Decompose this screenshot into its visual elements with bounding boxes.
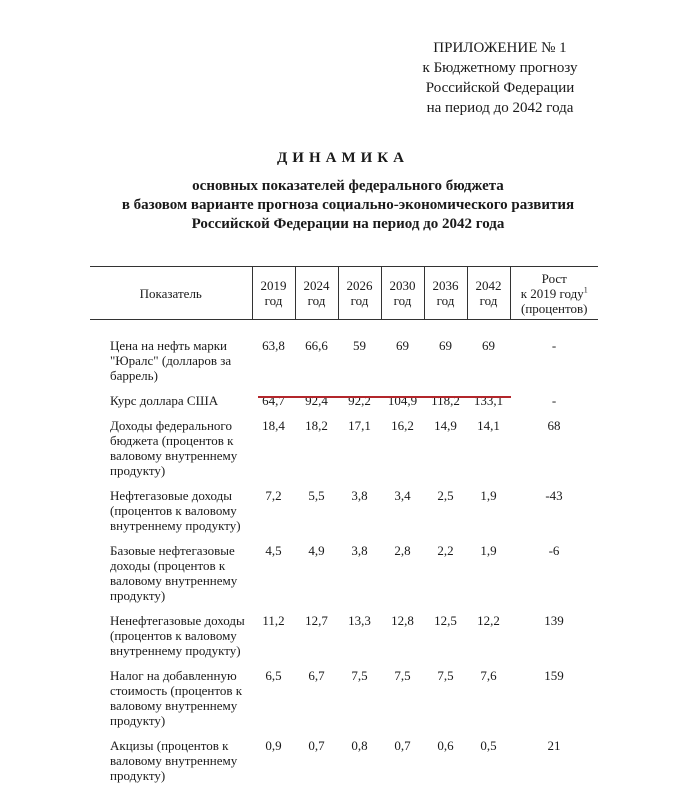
- subtitle-line-3: Российской Федерации на период до 2042 года: [191, 216, 505, 232]
- row-value: 3,8: [351, 488, 368, 503]
- row-value: 2,2: [437, 543, 454, 558]
- row-value: 104,9: [387, 393, 418, 408]
- row-value: 118,2: [431, 393, 460, 408]
- row-value: 0,9: [265, 738, 282, 753]
- table-row: [90, 738, 598, 793]
- header-year-value: 2042: [475, 278, 502, 293]
- header-year-word: год: [479, 293, 498, 308]
- row-value: 1,9: [480, 543, 497, 558]
- row-value: 2,5: [437, 488, 454, 503]
- subtitle-line-2: в базовом варианте прогноза социально-экономического развития: [121, 197, 575, 213]
- header-growth-line-1: Рост: [541, 270, 567, 286]
- row-value: 0,5: [480, 738, 497, 753]
- header-year: [338, 267, 381, 320]
- table-body: [90, 320, 598, 794]
- table-row: [90, 543, 598, 613]
- table-row: [90, 320, 598, 394]
- row-value: 66,6: [305, 338, 328, 353]
- header-year: [295, 267, 338, 320]
- row-value: 3,8: [351, 543, 368, 558]
- row-value: 3,4: [394, 488, 411, 503]
- header-year-value: 2036: [432, 278, 459, 293]
- row-value: 63,8: [262, 338, 285, 353]
- row-value: 5,5: [308, 488, 325, 503]
- header-year: [381, 267, 424, 320]
- row-indicator-name: Нефтегазовые доходы (процентов к валовому внутреннему продукту): [110, 488, 241, 533]
- header-indicator: Показатель: [90, 267, 252, 320]
- appendix-line-1: ПРИЛОЖЕНИЕ № 1: [433, 40, 567, 56]
- header-year-word: год: [436, 293, 455, 308]
- row-indicator-name: Акцизы (процентов к валовому внутреннему продукту): [110, 738, 238, 783]
- row-value: 6,7: [308, 668, 325, 683]
- row-value: 12,2: [477, 613, 500, 628]
- header-year: [467, 267, 510, 320]
- row-value: 7,2: [265, 488, 282, 503]
- row-value: 4,5: [265, 543, 282, 558]
- header-year-word: год: [350, 293, 369, 308]
- header-year-word: год: [264, 293, 283, 308]
- row-growth: 159: [544, 668, 564, 683]
- row-value: 0,7: [394, 738, 411, 753]
- header-year-value: 2030: [389, 278, 416, 293]
- row-value: 17,1: [348, 418, 371, 433]
- row-value: 7,5: [394, 668, 411, 683]
- row-growth: -43: [545, 488, 563, 503]
- row-indicator-name: Ненефтегазовые доходы (процентов к валовому внутреннему продукту): [110, 613, 245, 658]
- table-row: [90, 613, 598, 668]
- row-indicator-name: Налог на добавленную стоимость (процентов к валовому внутреннему продукту): [110, 668, 243, 728]
- row-value: 92,2: [348, 393, 371, 408]
- highlight-underline: [258, 396, 511, 398]
- row-value: 0,6: [437, 738, 454, 753]
- header-growth-line-3: (процентов): [521, 300, 588, 316]
- header-year-value: 2026: [346, 278, 373, 293]
- appendix-line-4: на период до 2042 года: [426, 100, 574, 116]
- row-indicator-name: Курс доллара США: [110, 393, 219, 408]
- row-value: 0,7: [308, 738, 325, 753]
- row-value: 92,4: [305, 393, 328, 408]
- subtitle-line-1: основных показателей федерального бюджета: [192, 178, 504, 194]
- row-indicator-name: Цена на нефть марки "Юралс" (долларов за баррель): [110, 338, 232, 383]
- row-value: 1,9: [480, 488, 497, 503]
- row-indicator-name: Базовые нефтегазовые доходы (процентов к валовому внутреннему продукту): [110, 543, 238, 603]
- row-value: 6,5: [265, 668, 282, 683]
- row-growth: -: [551, 393, 557, 408]
- row-growth: -: [551, 338, 557, 353]
- header-year: [252, 267, 295, 320]
- row-value: 7,5: [437, 668, 454, 683]
- row-growth: 139: [544, 613, 564, 628]
- budget-indicators-table: [90, 266, 598, 793]
- table-header-row: [90, 267, 598, 320]
- header-year: [424, 267, 467, 320]
- table-row: [90, 418, 598, 488]
- row-value: 69: [439, 338, 452, 353]
- row-value: 12,8: [391, 613, 414, 628]
- row-value: 133,1: [473, 393, 504, 408]
- header-year-value: 2024: [303, 278, 330, 293]
- row-value: 14,1: [477, 418, 500, 433]
- row-value: 0,8: [351, 738, 368, 753]
- row-value: 64,7: [262, 393, 285, 408]
- row-value: 69: [482, 338, 495, 353]
- table-row: [90, 488, 598, 543]
- row-growth: 68: [547, 418, 561, 433]
- header-year-value: 2019: [260, 278, 287, 293]
- row-value: 12,5: [434, 613, 457, 628]
- row-growth: -6: [548, 543, 560, 558]
- row-value: 12,7: [305, 613, 328, 628]
- row-indicator-name: Доходы федерального бюджета (процентов к валовому внутреннему продукту): [110, 418, 238, 478]
- row-value: 59: [353, 338, 366, 353]
- footnote-marker: 1: [583, 285, 588, 295]
- header-year-word: год: [307, 293, 326, 308]
- row-value: 18,2: [305, 418, 328, 433]
- row-value: 2,8: [394, 543, 411, 558]
- table-row: [90, 668, 598, 738]
- row-value: 18,4: [262, 418, 285, 433]
- appendix-block: [380, 38, 620, 118]
- row-value: 14,9: [434, 418, 457, 433]
- document-title: ДИНАМИКА: [276, 150, 410, 166]
- header-year-word: год: [393, 293, 412, 308]
- appendix-line-2: к Бюджетному прогнозу: [422, 60, 578, 76]
- row-value: 4,9: [308, 543, 325, 558]
- row-value: 13,3: [348, 613, 371, 628]
- row-value: 7,6: [480, 668, 497, 683]
- row-value: 69: [396, 338, 409, 353]
- row-value: 7,5: [351, 668, 368, 683]
- header-growth-line-2: к 2019 году: [520, 285, 584, 301]
- row-value: 11,2: [262, 613, 285, 628]
- document-subtitle: [0, 177, 676, 234]
- row-growth: 21: [547, 738, 561, 753]
- appendix-line-3: Российской Федерации: [425, 80, 575, 96]
- header-growth: [510, 267, 598, 320]
- row-value: 16,2: [391, 418, 414, 433]
